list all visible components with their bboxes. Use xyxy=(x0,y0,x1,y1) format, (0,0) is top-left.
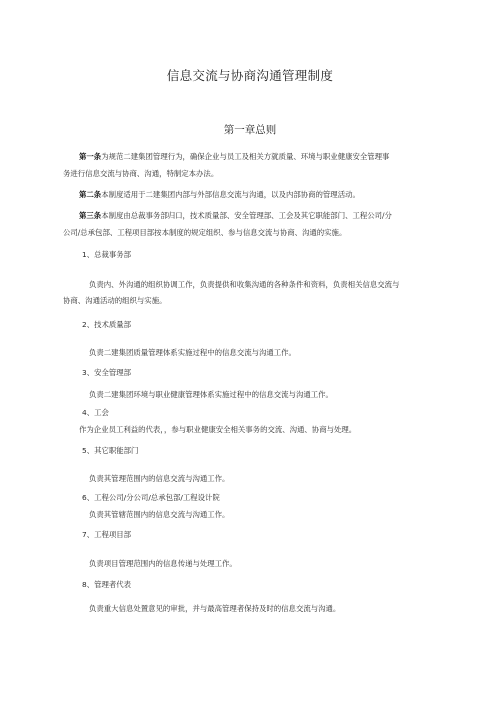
section-4-heading: 4、工会 xyxy=(82,408,109,417)
article-3-line-2: 公司/总承包部、工程项目部按本制度的规定组织、参与信息交流与协商、沟通的实施。 xyxy=(63,228,347,237)
chapter-heading: 第一章总则 xyxy=(223,124,277,136)
section-3-line-1: 负责二建集团环境与职业健康管理体系实施过程中的信息交流与沟通工作。 xyxy=(89,390,333,399)
section-3-heading: 3、安全管理部 xyxy=(82,368,132,377)
article-3-text: 本制度由总裁事务部归口，技术质量部、安全管理部、工会及其它职能部门、工程公司/分 xyxy=(101,211,392,220)
article-1-line-1 xyxy=(79,152,479,162)
article-1-line-2: 务进行信息交流与协商、沟通，特制定本办法。 xyxy=(63,169,219,178)
section-7-heading: 7、工程项目部 xyxy=(82,530,132,539)
section-1-line-1: 负责内、外沟通的组织协调工作，负责提供和收集沟通的各种条件和资料，负责相关信息交流与 xyxy=(89,280,400,289)
article-1-text: 为规范二建集团管理行为，确保企业与员工及相关方就质量、环境与职业健康安全管理事 xyxy=(101,152,390,161)
article-3-line-1 xyxy=(79,211,479,221)
article-2-text: 本制度适用于二建集团内部与外部信息交流与沟通，以及内部协商的管理活动。 xyxy=(101,190,360,199)
section-8-heading: 8、管理者代表 xyxy=(82,580,132,589)
section-4-line-1: 作为企业员工利益的代表，，参与职业健康安全相关事务的交流、沟通、协商与处理。 xyxy=(79,425,357,434)
section-6-line-1: 负责其管辖范围内的信息交流与沟通工作。 xyxy=(89,510,230,519)
section-1-heading: 1、总裁事务部 xyxy=(82,250,132,259)
article-2-label: 第二条 xyxy=(79,190,102,199)
section-2-heading: 2、技术质量部 xyxy=(82,320,132,329)
section-1-line-2: 协商、沟通活动的组织与实施。 xyxy=(63,296,167,305)
document-title: 信息交流与协商沟通管理制度 xyxy=(166,68,334,83)
section-2-line-1: 负责二建集团质量管理体系实施过程中的信息交流与沟通工作。 xyxy=(89,348,296,357)
section-7-line-1: 负责项目管理范围内的信息传递与处理工作。 xyxy=(89,559,237,568)
section-8-line-1: 负责重大信息处置意见的审批，并与最高管理者保持及时的信息交流与沟通。 xyxy=(89,604,341,613)
section-5-line-1: 负责其管理范围内的信息交流与沟通工作。 xyxy=(89,474,230,483)
article-2-line-1 xyxy=(79,190,479,200)
section-5-heading: 5、其它职能部门 xyxy=(82,446,139,455)
article-3-label: 第三条 xyxy=(79,211,102,220)
article-1-label: 第一条 xyxy=(79,152,102,161)
section-6-heading: 6、工程公司/分公司/总承包部/工程设计院 xyxy=(82,493,220,502)
